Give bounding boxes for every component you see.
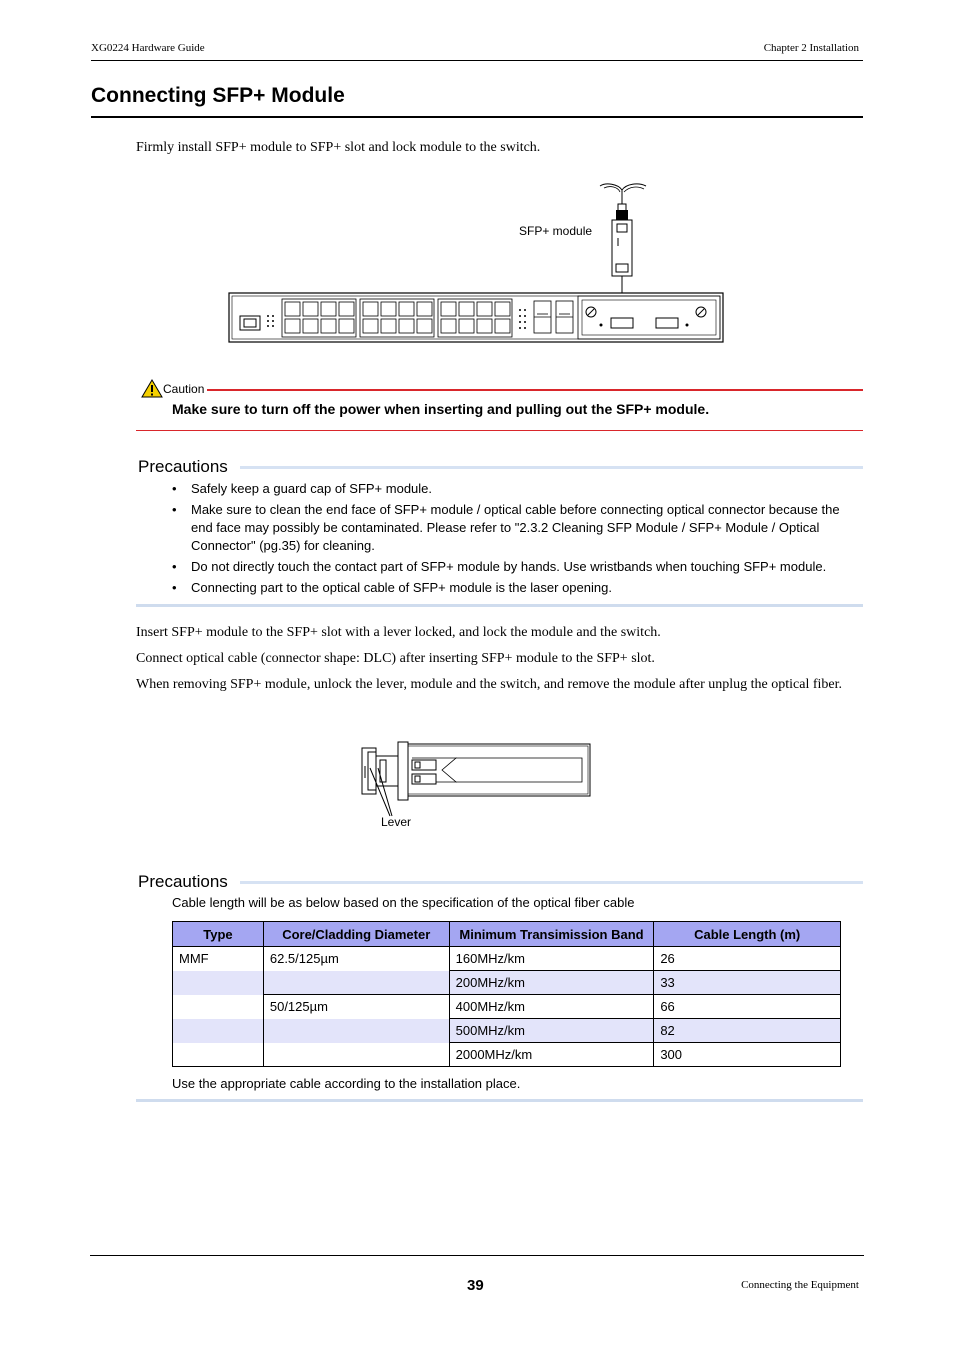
section-title: Connecting SFP+ Module	[91, 84, 345, 107]
table-cell	[173, 971, 264, 995]
list-item: • Make sure to clean the end face of SFP+ module / optical cable before connecting optical connector because the end face may possibly be contaminated. Please refer to "2.3.2 Cleaning SFP Module / SFP+ Module / Optical Connector" (pg.35) for cleaning.	[172, 501, 852, 555]
table-cell: 300	[654, 1043, 841, 1067]
table-cell: 2000MHz/km	[449, 1043, 654, 1067]
list-item: • Connecting part to the optical cable of SFP+ module is the laser opening.	[172, 579, 852, 597]
running-header-right: Chapter 2 Installation	[763, 42, 859, 54]
table-cell	[263, 971, 449, 995]
table-header-row	[173, 922, 841, 947]
warning-triangle-icon	[141, 379, 163, 398]
table-cell: 26	[654, 947, 841, 971]
caution-bottom-rule	[136, 430, 863, 431]
table-cell: 400MHz/km	[449, 995, 654, 1019]
caution-text: Make sure to turn off the power when inserting and pulling out the SFP+ module.	[172, 401, 710, 417]
precautions-list	[172, 480, 852, 600]
table-cell: 62.5/125µm	[263, 947, 449, 971]
table-cell	[173, 1019, 264, 1043]
intro-paragraph: Firmly install SFP+ module to SFP+ slot and lock module to the switch.	[136, 140, 541, 155]
table-cell: MMF	[173, 947, 264, 971]
table-note: Use the appropriate cable according to the installation place.	[172, 1076, 521, 1091]
caution-label: Caution	[163, 382, 205, 396]
table-cell	[263, 1019, 449, 1043]
footer-rule	[90, 1255, 864, 1256]
page-number: 39	[467, 1277, 484, 1294]
switch-sfp-illustration	[226, 178, 726, 346]
column-header: Core/Cladding Diameter	[263, 922, 449, 947]
table-cell: 33	[654, 971, 841, 995]
table-cell	[263, 1043, 449, 1067]
table-cell: 160MHz/km	[449, 947, 654, 971]
precautions-rule	[240, 881, 863, 884]
list-item: • Do not directly touch the contact part of SFP+ module by hands. Use wristbands when touching SFP+ module.	[172, 558, 852, 576]
table-row	[173, 1043, 841, 1067]
table-row	[173, 947, 841, 971]
precautions-rule	[240, 466, 863, 469]
caution-rule	[207, 389, 863, 391]
precautions-title: Precautions	[138, 872, 228, 891]
body-paragraph: When removing SFP+ module, unlock the lever, module and the switch, and remove the module after unplug the optical fiber.	[136, 677, 842, 692]
table-row	[173, 1019, 841, 1043]
sfp-lever-illustration	[360, 738, 594, 822]
precautions-bottom-rule	[136, 604, 863, 607]
list-item: • Safely keep a guard cap of SFP+ module.	[172, 480, 852, 498]
table-intro: Cable length will be as below based on the specification of the optical fiber cable	[172, 895, 635, 910]
running-footer-right: Connecting the Equipment	[741, 1279, 859, 1291]
table-cell: 500MHz/km	[449, 1019, 654, 1043]
sfp-module-label: SFP+ module	[519, 224, 593, 238]
table-cell: 50/125µm	[263, 995, 449, 1019]
column-header: Type	[173, 922, 264, 947]
cable-length-table	[172, 921, 841, 1067]
table-cell	[173, 1043, 264, 1067]
title-rule	[91, 116, 863, 118]
header-rule	[91, 60, 863, 61]
column-header: Minimum Transimission Band	[449, 922, 654, 947]
table-cell: 66	[654, 995, 841, 1019]
table-cell: 82	[654, 1019, 841, 1043]
table-cell: 200MHz/km	[449, 971, 654, 995]
body-paragraph: Connect optical cable (connector shape: DLC) after inserting SFP+ module to the SFP+ slot.	[136, 651, 655, 666]
precautions-bottom-rule	[136, 1099, 863, 1102]
column-header: Cable Length (m)	[654, 922, 841, 947]
running-header-left: XG0224 Hardware Guide	[91, 42, 205, 54]
table-row	[173, 971, 841, 995]
body-paragraph: Insert SFP+ module to the SFP+ slot with a lever locked, and lock the module and the switch.	[136, 625, 661, 640]
table-row	[173, 995, 841, 1019]
table-cell	[173, 995, 264, 1019]
precautions-title: Precautions	[138, 457, 228, 476]
lever-label: Lever	[381, 815, 412, 829]
